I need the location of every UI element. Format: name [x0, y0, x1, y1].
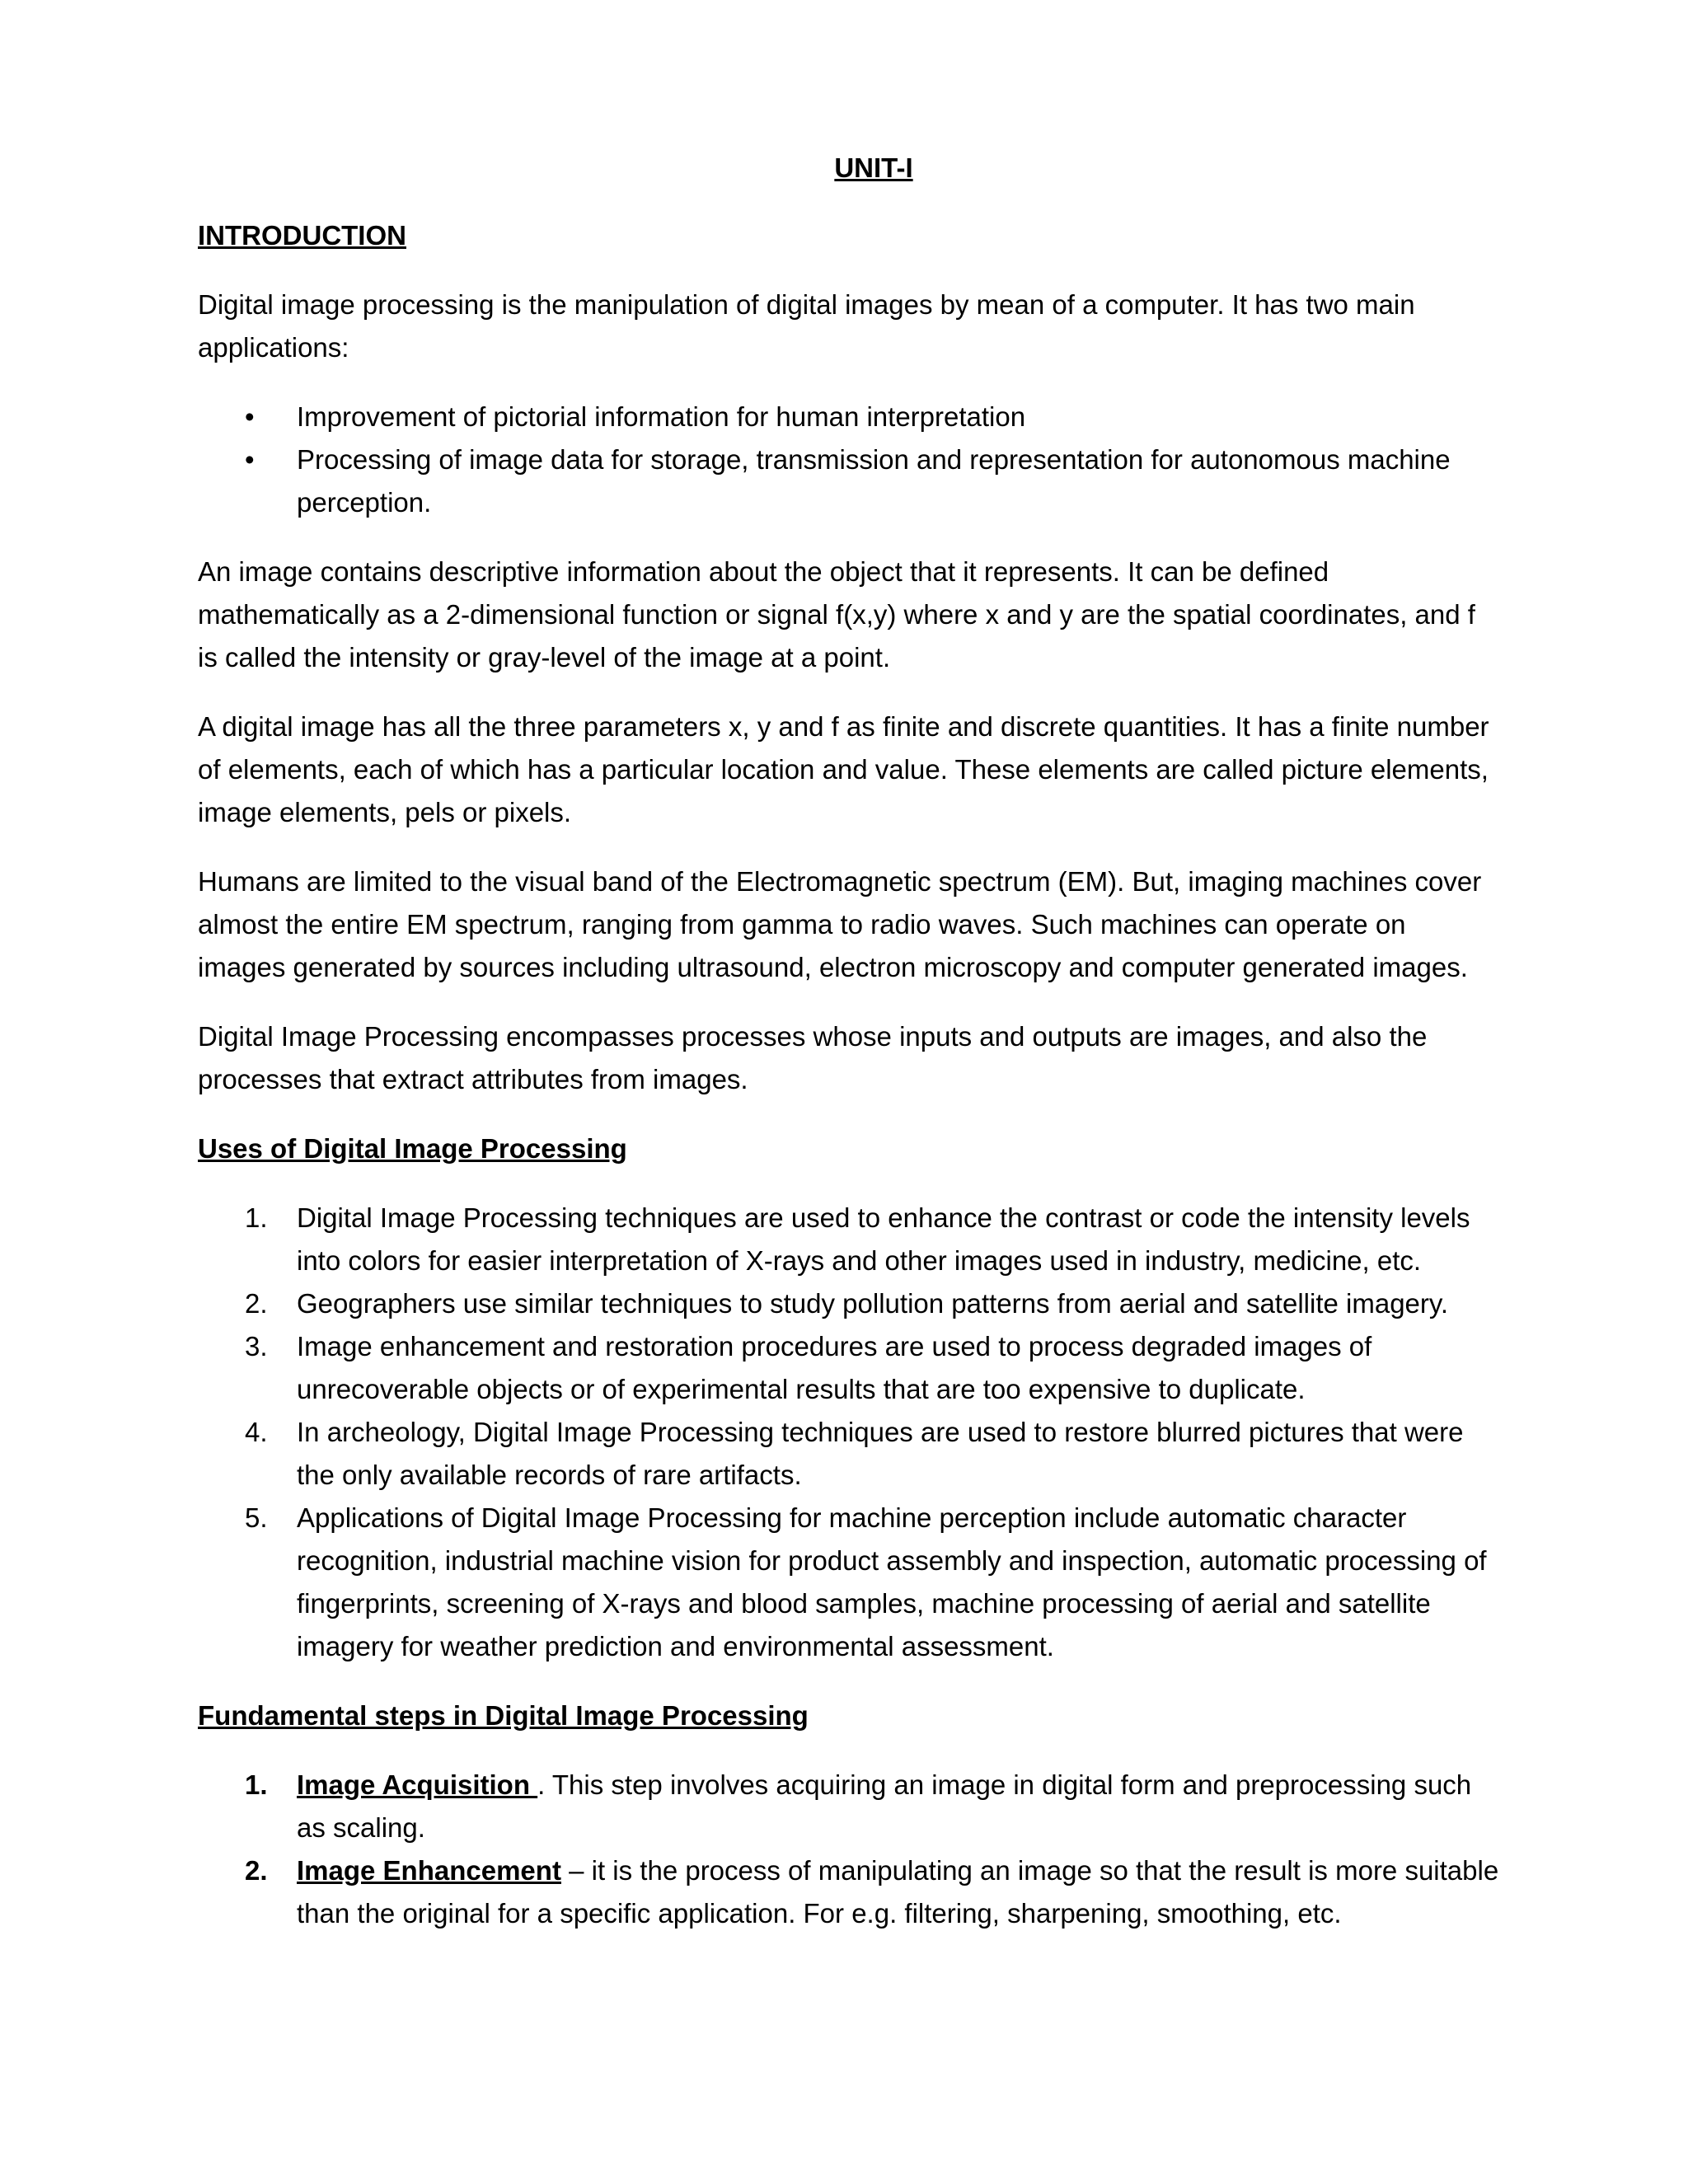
list-number: 1.: [245, 1769, 268, 1800]
image-definition-paragraph: An image contains descriptive information about the object that it represents. It can be defined mathematically as a 2-dimensional function or signal f(x,y) where x and y are the spatial coordinates, and f is called the intensity or gray-level of the image at a point.: [198, 556, 1475, 673]
applications-list: [198, 396, 1500, 524]
step-description: – it is the process of manipulating an image so that the result is more suitable than the original for a specific application. For e.g. filtering, sharpening, smoothing, etc.: [297, 1855, 1499, 1929]
bullet-icon: •: [245, 444, 255, 475]
intro-paragraph: Digital image processing is the manipulation of digital images by mean of a computer. It has two main applications:: [198, 289, 1415, 363]
document-page: [198, 147, 1500, 1961]
list-item: [198, 1325, 1500, 1411]
introduction-heading: INTRODUCTION: [198, 220, 406, 251]
list-number: 3.: [245, 1331, 268, 1361]
list-item-text: Applications of Digital Image Processing for machine perception include automatic character recognition, industrial machine vision for product assembly and inspection, automatic processing of fingerprints, screening of X-rays and blood samples, machine processing of aerial and satellite imagery for weather prediction and environmental assessment.: [297, 1502, 1487, 1661]
list-item-text: Processing of image data for storage, transmission and representation for autonomous machine perception.: [297, 444, 1451, 518]
list-item-text: In archeology, Digital Image Processing techniques are used to restore blurred pictures that were the only available records of rare artifacts.: [297, 1417, 1464, 1490]
list-item: [198, 1764, 1500, 1849]
list-item-text: Improvement of pictorial information for human interpretation: [297, 401, 1026, 432]
list-item-text: Image enhancement and restoration procedures are used to process degraded images of unrecoverable objects or of experimental results that are too expensive to duplicate.: [297, 1331, 1372, 1404]
uses-list: [198, 1197, 1500, 1668]
list-item: [198, 1411, 1500, 1497]
list-number: 2.: [245, 1855, 268, 1886]
list-item: [198, 1849, 1500, 1935]
list-item: [198, 1282, 1500, 1325]
list-item: [198, 1197, 1500, 1282]
step-term: Image Enhancement: [297, 1855, 561, 1886]
list-number: 2.: [245, 1288, 268, 1319]
fundamental-steps-heading: Fundamental steps in Digital Image Processing: [198, 1700, 809, 1731]
list-item: [198, 396, 1500, 438]
list-number: 1.: [245, 1202, 268, 1233]
unit-title: UNIT-I: [834, 152, 913, 183]
step-description: . This step involves acquiring an image in digital form and preprocessing such as scaling.: [297, 1769, 1472, 1843]
dip-processes-paragraph: Digital Image Processing encompasses processes whose inputs and outputs are images, and also the processes that extract attributes from images.: [198, 1021, 1428, 1094]
uses-heading: Uses of Digital Image Processing: [198, 1133, 627, 1164]
fundamental-steps-list: [198, 1764, 1500, 1935]
em-spectrum-paragraph: Humans are limited to the visual band of the Electromagnetic spectrum (EM). But, imaging machines cover almost the entire EM spectrum, ranging from gamma to radio waves. Such machines can operate on images generated by sources including ultrasound, electron microscopy and computer generated images.: [198, 866, 1482, 982]
list-item-text: Digital Image Processing techniques are used to enhance the contrast or code the intensity levels into colors for easier interpretation of X-rays and other images used in industry, medicine, etc.: [297, 1202, 1470, 1276]
list-number: 5.: [245, 1502, 268, 1533]
step-term: Image Acquisition: [297, 1769, 538, 1800]
list-item-text: Geographers use similar techniques to study pollution patterns from aerial and satellite imagery.: [297, 1288, 1449, 1319]
list-item: [198, 1497, 1500, 1668]
bullet-icon: •: [245, 401, 255, 432]
digital-image-paragraph: A digital image has all the three parameters x, y and f as finite and discrete quantities. It has a finite number of elements, each of which has a particular location and value. These elements are called picture elements, image elements, pels or pixels.: [198, 711, 1489, 827]
list-number: 4.: [245, 1417, 268, 1447]
list-item: [198, 438, 1500, 524]
